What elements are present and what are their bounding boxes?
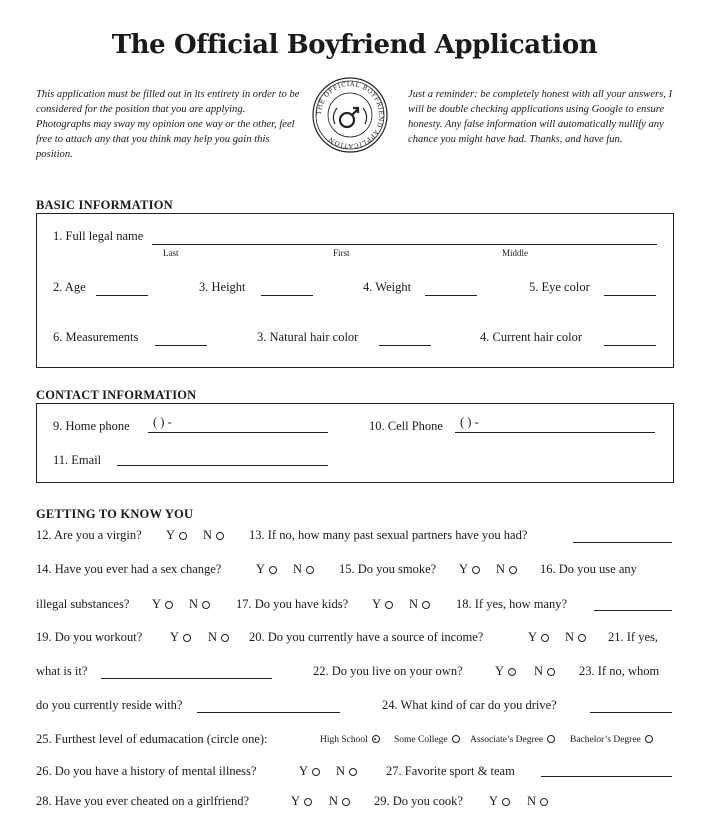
last-name-label: Last: [163, 248, 179, 258]
q26-label: 26. Do you have a history of mental illness?: [36, 764, 257, 778]
radio-icon[interactable]: [304, 798, 312, 806]
q17-label: 17. Do you have kids?: [236, 597, 349, 611]
age-field[interactable]: [96, 295, 148, 296]
q20-no[interactable]: N: [565, 630, 586, 645]
height-label: 3. Height: [199, 280, 246, 294]
middle-name-label: Middle: [502, 248, 528, 258]
q29-label: 29. Do you cook?: [374, 794, 463, 808]
radio-icon[interactable]: [349, 768, 357, 776]
q15-no[interactable]: N: [496, 562, 517, 577]
radio-icon[interactable]: [342, 798, 350, 806]
cell-phone-paren: ( ) -: [460, 415, 479, 429]
email-label: 11. Email: [53, 453, 102, 467]
q23-label: 23. If no, whom: [579, 664, 660, 678]
current-hair-field[interactable]: [604, 345, 656, 346]
intro-right-text: Just a reminder: be completely honest with all your answers, I will be double checking applications using Google to ensure honesty. Any false information will automatically nullify any chance you might have had. Thanks, and have fun.: [408, 89, 673, 145]
q12-yes[interactable]: Y: [166, 528, 187, 543]
weight-label: 4. Weight: [363, 280, 412, 294]
home-phone-field[interactable]: [148, 432, 328, 433]
q15-yes[interactable]: Y: [459, 562, 480, 577]
radio-icon[interactable]: [541, 634, 549, 642]
radio-icon[interactable]: [540, 798, 548, 806]
radio-icon[interactable]: [385, 601, 393, 609]
q25-label: 25. Furthest level of edumacation (circle one):: [36, 732, 268, 746]
full-name-label: 1. Full legal name: [53, 229, 144, 243]
q22-yes[interactable]: Y: [495, 664, 516, 679]
radio-icon[interactable]: [221, 634, 229, 642]
q21-label: 21. If yes,: [608, 630, 658, 644]
section-contact-heading: CONTACT INFORMATION: [36, 388, 197, 402]
radio-icon[interactable]: [306, 566, 314, 574]
cell-phone-label: 10. Cell Phone: [369, 419, 443, 433]
page-title: The Official Boyfriend Application: [111, 30, 598, 60]
q17-no[interactable]: N: [409, 597, 430, 612]
q16-label: 16. Do you use any: [540, 562, 637, 576]
natural-hair-field[interactable]: [379, 345, 431, 346]
q13-field[interactable]: [573, 542, 672, 543]
contact-info-box: [36, 403, 674, 483]
first-name-label: First: [333, 248, 350, 258]
q14-label: 14. Have you ever had a sex change?: [36, 562, 222, 576]
q14-no[interactable]: N: [293, 562, 314, 577]
height-field[interactable]: [261, 295, 313, 296]
q24-label: 24. What kind of car do you drive?: [382, 698, 557, 712]
q28-label: 28. Have you ever cheated on a girlfriend?: [36, 794, 250, 808]
radio-icon[interactable]: [179, 532, 187, 540]
radio-icon[interactable]: [183, 634, 191, 642]
edu-option-high-school[interactable]: High School: [320, 735, 380, 745]
radio-selected-icon[interactable]: [372, 735, 380, 743]
radio-icon[interactable]: [508, 668, 516, 676]
q16-label-cont: illegal substances?: [36, 597, 130, 611]
radio-icon[interactable]: [269, 566, 277, 574]
official-seal-icon: [311, 76, 389, 154]
q28-yes[interactable]: Y: [291, 794, 312, 809]
radio-icon[interactable]: [165, 601, 173, 609]
edu-option-some-college[interactable]: Some College: [394, 735, 460, 745]
q14-yes[interactable]: Y: [256, 562, 277, 577]
seal-text: THE OFFICIAL BOYFRIEND APPLICATION: [315, 80, 385, 150]
radio-icon[interactable]: [547, 668, 555, 676]
radio-icon[interactable]: [578, 634, 586, 642]
measurements-label: 6. Measurements: [53, 330, 139, 344]
q19-yes[interactable]: Y: [170, 630, 191, 645]
radio-icon[interactable]: [547, 735, 555, 743]
eye-color-field[interactable]: [604, 295, 656, 296]
q28-no[interactable]: N: [329, 794, 350, 809]
q26-yes[interactable]: Y: [299, 764, 320, 779]
q22-label: 22. Do you live on your own?: [313, 664, 463, 678]
full-name-field[interactable]: [152, 244, 657, 245]
section-basic-heading: BASIC INFORMATION: [36, 198, 173, 212]
email-field[interactable]: [117, 465, 328, 466]
radio-icon[interactable]: [509, 566, 517, 574]
radio-icon[interactable]: [645, 735, 653, 743]
q21-field[interactable]: [101, 678, 272, 679]
q29-no[interactable]: N: [527, 794, 548, 809]
radio-icon[interactable]: [502, 798, 510, 806]
q20-label: 20. Do you currently have a source of income?: [249, 630, 484, 644]
radio-icon[interactable]: [202, 601, 210, 609]
q15-label: 15. Do you smoke?: [339, 562, 437, 576]
q16-no[interactable]: N: [189, 597, 210, 612]
q20-yes[interactable]: Y: [528, 630, 549, 645]
radio-icon[interactable]: [452, 735, 460, 743]
q17-yes[interactable]: Y: [372, 597, 393, 612]
q16-yes[interactable]: Y: [152, 597, 173, 612]
q26-no[interactable]: N: [336, 764, 357, 779]
measurements-field[interactable]: [155, 345, 207, 346]
q12-label: 12. Are you a virgin?: [36, 528, 142, 542]
intro-left-text: This application must be filled out in its entirety in order to be considered for the position that you are applying. Photographs may sway my opinion one way or the other, feel free to attach any that you think may help you gain this position.: [36, 89, 300, 160]
age-label: 2. Age: [53, 280, 86, 294]
q13-label: 13. If no, how many past sexual partners have you had?: [249, 528, 528, 542]
q18-field[interactable]: [594, 610, 672, 611]
radio-icon[interactable]: [422, 601, 430, 609]
home-phone-paren: ( ) -: [153, 415, 172, 429]
radio-icon[interactable]: [216, 532, 224, 540]
home-phone-label: 9. Home phone: [53, 419, 130, 433]
q19-no[interactable]: N: [208, 630, 229, 645]
eye-color-label: 5. Eye color: [529, 280, 590, 294]
q21-label-cont: what is it?: [36, 664, 88, 678]
q24-field[interactable]: [590, 712, 672, 713]
natural-hair-label: 3. Natural hair color: [257, 330, 359, 344]
cell-phone-field[interactable]: [455, 432, 655, 433]
q19-label: 19. Do you workout?: [36, 630, 143, 644]
radio-icon[interactable]: [312, 768, 320, 776]
radio-icon[interactable]: [472, 566, 480, 574]
section-know-heading: GETTING TO KNOW YOU: [36, 507, 194, 521]
q22-no[interactable]: N: [534, 664, 555, 679]
q23-field[interactable]: [197, 712, 340, 713]
weight-field[interactable]: [425, 295, 477, 296]
edu-option-associates[interactable]: Associate’s Degree: [470, 735, 555, 745]
q27-field[interactable]: [541, 776, 672, 777]
q18-label: 18. If yes, how many?: [456, 597, 568, 611]
q27-label: 27. Favorite sport & team: [386, 764, 515, 778]
q29-yes[interactable]: Y: [489, 794, 510, 809]
current-hair-label: 4. Current hair color: [480, 330, 583, 344]
q23-label-cont: do you currently reside with?: [36, 698, 183, 712]
q12-no[interactable]: N: [203, 528, 224, 543]
edu-option-bachelors[interactable]: Bachelor’s Degree: [570, 735, 653, 745]
